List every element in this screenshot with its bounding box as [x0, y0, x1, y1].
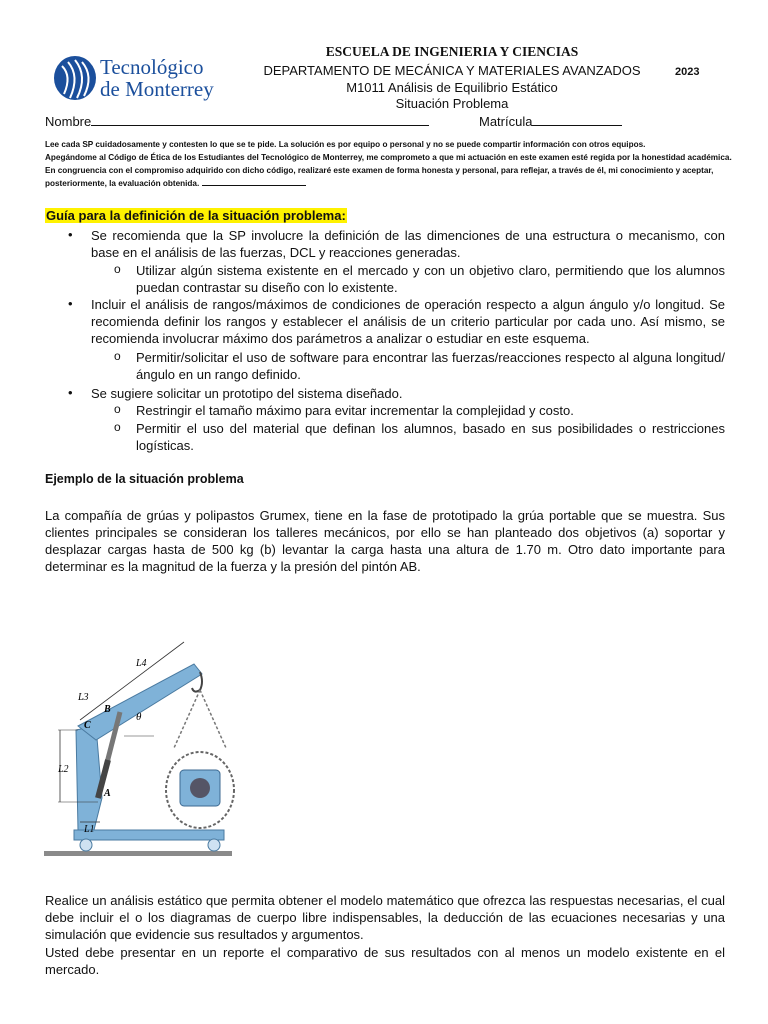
label-l3: L3 — [78, 692, 89, 703]
label-a: A — [104, 788, 111, 799]
guide-subitem: Utilizar algún sistema existente en el mercado y con un objetivo claro, permitiendo que los alumnos puedan contrastar su diseño con lo existente. — [136, 263, 725, 295]
guide-subitem: Restringir el tamaño máximo para evitar incrementar la complejidad y costo. — [136, 403, 574, 418]
id-field[interactable] — [479, 113, 622, 129]
label-l4: L4 — [136, 658, 147, 669]
label-b: B — [104, 704, 111, 715]
example-paragraph: Realice un análisis estático que permita obtener el modelo matemático que ofrezca las respuestas necesarias, el cual debe incluir el o los diagramas de cuerpo libre indispensables, la deducción de las ecuaciones necesarias y una simulación que evidencie sus resultados y argumentos. — [45, 893, 725, 942]
year: 2023 — [675, 66, 700, 78]
guide-title: Guía para la definición de la situación problema: — [46, 208, 346, 223]
sub-bullet-icon: o — [114, 420, 121, 434]
id-line[interactable] — [532, 113, 622, 126]
bullet-icon: • — [68, 227, 73, 242]
doc-type: Situación Problema — [395, 96, 509, 111]
name-line[interactable] — [91, 113, 429, 126]
crane-column — [76, 726, 102, 830]
crane-base — [74, 830, 224, 840]
crane-figure — [44, 630, 244, 860]
guide-subitem: Permitir el uso del material que definan los alumnos, basado en sus posibilidades o restricciones logísticas. — [136, 421, 725, 453]
instruction-line: posteriormente, la evaluación obtenida. — [45, 177, 735, 190]
school-name: ESCUELA DE INGENIERIA Y CIENCIAS — [325, 44, 579, 59]
wheel-icon — [80, 839, 92, 851]
instruction-line: Lee cada SP cuidadosamente y contesten lo que se te pide. La solución es por equipo o personal y no se puede compartir información con otros equipos. — [45, 140, 646, 149]
example-paragraph: Usted debe presentar en un reporte el comparativo de sus resultados con al menos un modelo existente en el mercado. — [45, 945, 725, 977]
sub-bullet-icon: o — [114, 262, 121, 276]
guide-item: Incluir el análisis de rangos/máximos de condiciones de operación respecto a algun ángulo y/o longitud. Se recomienda definir los rangos y establecer el análisis de un criterio particular por cada uno. Así mismo, se recomienda involucrar máximo dos parámetros a analizar o estudiar en este esquema. — [91, 297, 725, 346]
wheel-icon — [208, 839, 220, 851]
chain — [174, 690, 226, 748]
label-c: C — [84, 720, 91, 731]
bullet-icon: • — [68, 385, 73, 400]
label-theta: θ — [136, 711, 142, 723]
guide-subitem: Permitir/solicitar el uso de software para encontrar las fuerzas/reacciones respecto al alguna longitud/ángulo en un rango definido. — [136, 350, 725, 382]
example-paragraph: La compañía de grúas y polipastos Grumex, tiene en la fase de prototipado la grúa portable que se muestra. Sus clientes principales se consideran los talleres mecánicos, por ello se han planteado dos objetivos (a) soportar y desplazar cargas hasta de 500 kg (b) levantar la carga hasta una altura de 1.70 m. Otro dato importante para determinar es la magnitud de la fuerza y la presión del pintón AB. — [45, 508, 725, 574]
guide-item: Se sugiere solicitar un prototipo del sistema diseñado. — [91, 386, 403, 401]
example-title: Ejemplo de la situación problema — [45, 472, 244, 486]
instruction-line: En congruencia con el compromiso adquirido con dicho código, realizaré este examen de forma honesta y personal, para reflejar, a través de él, mi conocimiento y aceptar, — [45, 166, 714, 175]
name-field[interactable] — [45, 113, 429, 129]
guide-item: Se recomienda que la SP involucre la definición de las dimenciones de una estructura o mecanismo, con base en el análisis de las fuerzas, DCL y reacciones generadas. — [91, 228, 725, 260]
sub-bullet-icon: o — [114, 349, 121, 363]
id-label: Matrícula — [479, 114, 533, 129]
label-l1: L1 — [84, 824, 95, 835]
label-l2: L2 — [58, 764, 69, 775]
course-name: M1011 Análisis de Equilibrio Estático — [346, 80, 558, 95]
floor-line — [44, 851, 232, 856]
logo-text: Tecnológico de Monterrey — [100, 55, 214, 101]
name-label: Nombre — [45, 114, 92, 129]
department-name: DEPARTAMENTO DE MECÁNICA Y MATERIALES AVANZADOS — [263, 63, 641, 78]
signature-line[interactable] — [202, 178, 306, 186]
instructions — [45, 138, 735, 190]
engine-part — [190, 778, 210, 798]
instruction-line: Apegándome al Código de Ética de los Estudiantes del Tecnológico de Monterrey, me comprometo a que mi actuación en este examen esté regida por la honestidad académica. — [45, 153, 732, 162]
sub-bullet-icon: o — [114, 402, 121, 416]
bullet-icon: • — [68, 296, 73, 311]
